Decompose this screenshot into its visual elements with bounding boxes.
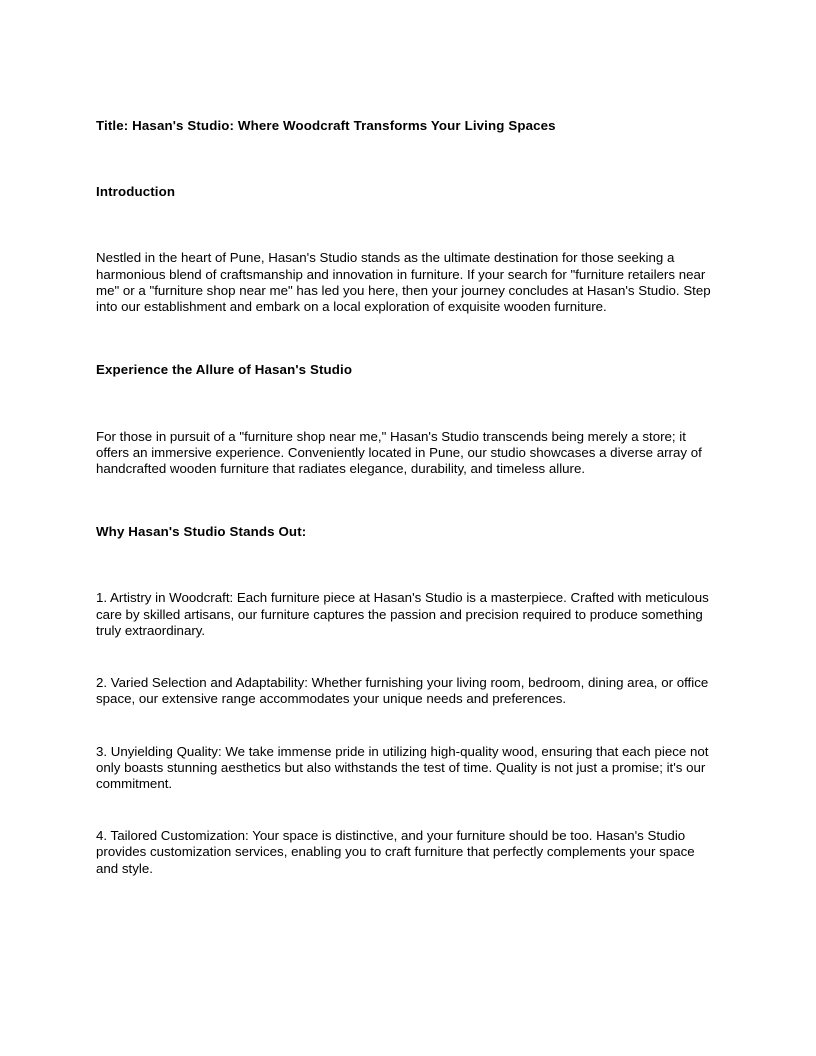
- paragraph-customization: 4. Tailored Customization: Your space is distinctive, and your furniture should be too. Hasan's Studio provides customization services, enabling you to craft furniture that perfectly complements your space and style.: [96, 828, 695, 876]
- spacer-after-stands-out-heading: [96, 540, 720, 590]
- document-body: [96, 96, 720, 877]
- section-heading-allure: Experience the Allure of Hasan's Studio: [96, 362, 353, 378]
- paragraph-varied-selection: 2. Varied Selection and Adaptability: Whether furnishing your living room, bedroom, dining area, or office space, our extensive range accommodates your unique needs and preferences.: [96, 675, 709, 707]
- spacer-after-allure-heading: [96, 379, 720, 429]
- spacer-after-introduction-heading: [96, 200, 720, 250]
- spacer-before-stands-out-heading: [96, 477, 720, 524]
- document-title: Title: Hasan's Studio: Where Woodcraft Transforms Your Living Spaces: [96, 118, 556, 133]
- paragraph-allure: For those in pursuit of a "furniture shop near me," Hasan's Studio transcends being merely a store; it offers an immersive experience. Conveniently located in Pune, our studio showcases a diverse array of handcrafted wooden furniture that radiates elegance, durability, and timeless allure.: [96, 428, 702, 476]
- paragraph-introduction: Nestled in the heart of Pune, Hasan's Studio stands as the ultimate destination for those seeking a harmonious blend of craftsmanship and innovation in furniture. If your search for "furniture retailers near me" or a "furniture shop near me" has led you here, then your journey concludes at Hasan's Studio. Step into our establishment and embark on a local exploration of exquisite wooden furniture.: [96, 250, 711, 315]
- spacer-3: [96, 792, 720, 828]
- section-heading-introduction: Introduction: [96, 184, 176, 200]
- spacer-before-allure-heading: [96, 315, 720, 362]
- paragraph-artistry: 1. Artistry in Woodcraft: Each furniture piece at Hasan's Studio is a masterpiece. Crafted with meticulous care by skilled artisans, our furniture captures the passion and precision required to produce something truly extraordinary.: [96, 590, 709, 638]
- spacer-2: [96, 708, 720, 744]
- spacer-after-title: [96, 134, 720, 184]
- section-heading-stands-out: Why Hasan's Studio Stands Out:: [96, 524, 307, 540]
- top-spacer: [96, 96, 720, 118]
- paragraph-quality: 3. Unyielding Quality: We take immense pride in utilizing high-quality wood, ensuring that each piece not only boasts stunning aesthetics but also withstands the test of time. Quality is not just a promise; it's our commitment.: [96, 743, 709, 791]
- spacer-1: [96, 639, 720, 675]
